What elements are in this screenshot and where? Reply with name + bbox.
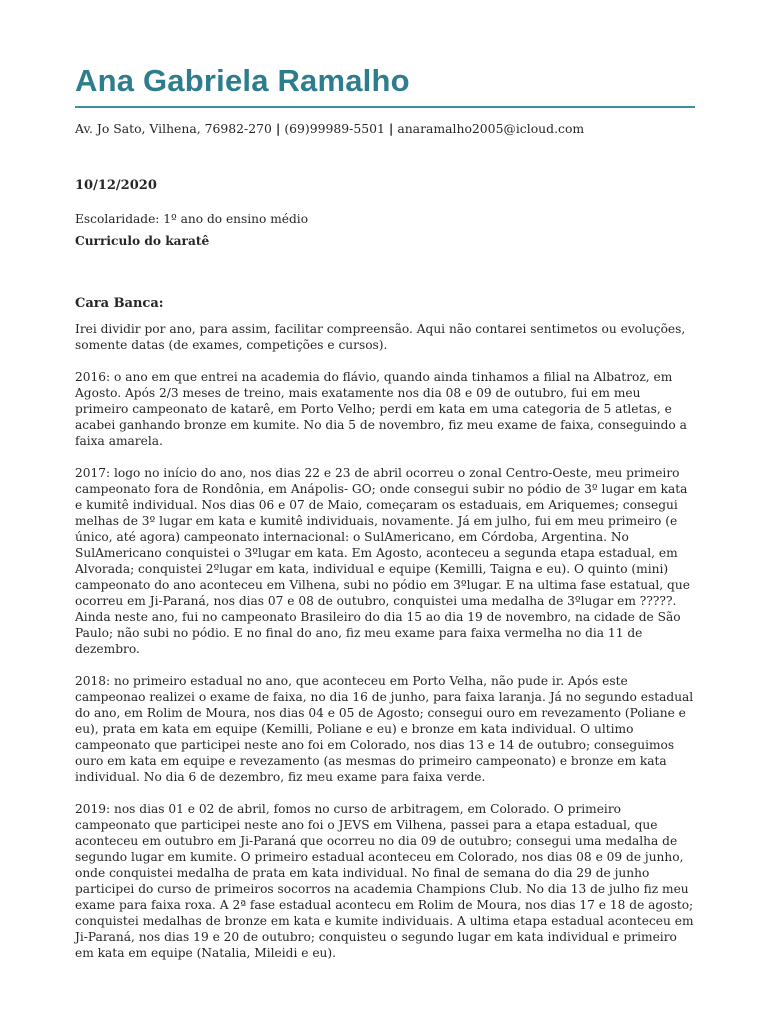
body-paragraph-2018: 2018: no primeiro estadual no ano, que aconteceu em Porto Velha, não pude ir. Após este campeonao realizei o exame de faixa, no dia 16 de junho, para faixa laranja. Já no segundo estadual do ano, em Rolim de Moura, nos dias 04 e 05 de Agosto; consegui ouro em revezamento (Poliane e eu), prata em kata em equipe (Kemilli, Poliane e eu) e bronze em kata individual. O ultimo campeonato que participei neste ano foi em Colorado, nos dias 13 e 14 de outubro; conseguimos ouro em kata em equipe e revezamento (as mesmas do primeiro campeonato) e bronze em kata individual. No dia 6 de dezembro, fiz meu exame para faixa verde. xyxy=(75,674,694,784)
resume-page xyxy=(75,62,695,961)
address: Av. Jo Sato, Vilhena, 76982-270 xyxy=(75,121,272,136)
phone-number: (69)99989-5501 xyxy=(284,121,385,136)
contact-line xyxy=(75,121,695,137)
body-paragraph-intro: Irei dividir por ano, para assim, facilitar compreensão. Aqui não contarei sentimetos ou evoluções, somente datas (de exames, competições e cursos). xyxy=(75,322,686,352)
header-divider xyxy=(75,106,695,108)
letter-body xyxy=(75,321,695,961)
letter-date: 10/12/2020 xyxy=(75,178,157,193)
body-paragraph-2016: 2016: o ano em que entrei na academia do flávio, quando ainda tinhamos a filial na Albatroz, em Agosto. Após 2/3 meses de treino, mais exatamente nos dia 08 e 09 de outubro, fui em meu primeiro campeonato de katarê, em Porto Velho; perdi em kata em uma categoria de 5 atletas, e acabei ganhando bronze em kumite. No dia 5 de novembro, fiz meu exame de faixa, conseguindo a faixa amarela. xyxy=(75,370,687,448)
author-name: Ana Gabriela Ramalho xyxy=(75,63,410,98)
salutation: Cara Banca: xyxy=(75,296,164,311)
schooling-line: Escolaridade: 1º ano do ensino médio xyxy=(75,212,309,226)
body-paragraph-2019: 2019: nos dias 01 e 02 de abril, fomos no curso de arbitragem, em Colorado. O primeiro campeonato que participei neste ano foi o JEVS em Vilhena, passei para a etapa estadual, que aconteceu em outubro em Ji-Paraná que ocorreu no dia 09 de outubro; consegui uma medalha de segundo lugar em kumite. O primeiro estadual aconteceu em Colorado, nos dias 08 e 09 de junho, onde conquistei medalha de prata em kata individual. No final de semana do dia 29 de junho participei do curso de primeiros socorros na academia Champions Club. No dia 13 de julho fiz meu exame para faixa roxa. A 2ª fase estadual acontecu em Rolim de Moura, nos dias 17 e 18 de agosto; conquistei medalhas de bronze em kata e kumite individuais. A ultima etapa estadual aconteceu em Ji-Paraná, nos dias 19 e 20 de outubro; conquisteu o segundo lugar em kata individual e primeiro em kata em equipe (Natalia, Mileidi e eu). xyxy=(75,802,694,960)
email-address: anaramalho2005@icloud.com xyxy=(397,121,585,136)
body-paragraph-2017: 2017: logo no início do ano, nos dias 22 e 23 de abril ocorreu o zonal Centro-Oeste, meu primeiro campeonato fora de Rondônia, em Anápolis- GO; onde consegui subir no pódio de 3º lugar em kata e kumitê individual. Nos dias 06 e 07 de Maio, começaram os estaduais, em Ariquemes; consegui melhas de 3º lugar em kata e kumitê individuais, novamente. Já em julho, fui em meu primeiro (e único, até agora) campeonato internacional: o SulAmericano, em Córdoba, Argentina. No SulAmericano conquistei o 3ºlugar em kata. Em Agosto, aconteceu a segunda etapa estadual, em Alvorada; conquistei 2ºlugar em kata, individual e equipe (Kemilli, Taigna e eu). O quinto (mini) campeonato do ano aconteceu em Vilhena, subi no pódio em 3ºlugar. E na ultima fase estatual, que ocorreu em Ji-Paraná, nos dias 07 e 08 de outubro, conquistei uma medalha de 3ºlugar em ?????. Ainda neste ano, fui no campeonato Brasileiro do dia 15 ao dia 19 de novembro, na cidade de São Paulo; não subi no pódio. E no final do ano, fiz meu exame para faixa vermelha no dia 11 de dezembro. xyxy=(75,466,690,656)
contact-separator: | xyxy=(388,121,394,136)
contact-separator: | xyxy=(275,121,281,136)
letter-subject: Curriculo do karatê xyxy=(75,234,210,248)
